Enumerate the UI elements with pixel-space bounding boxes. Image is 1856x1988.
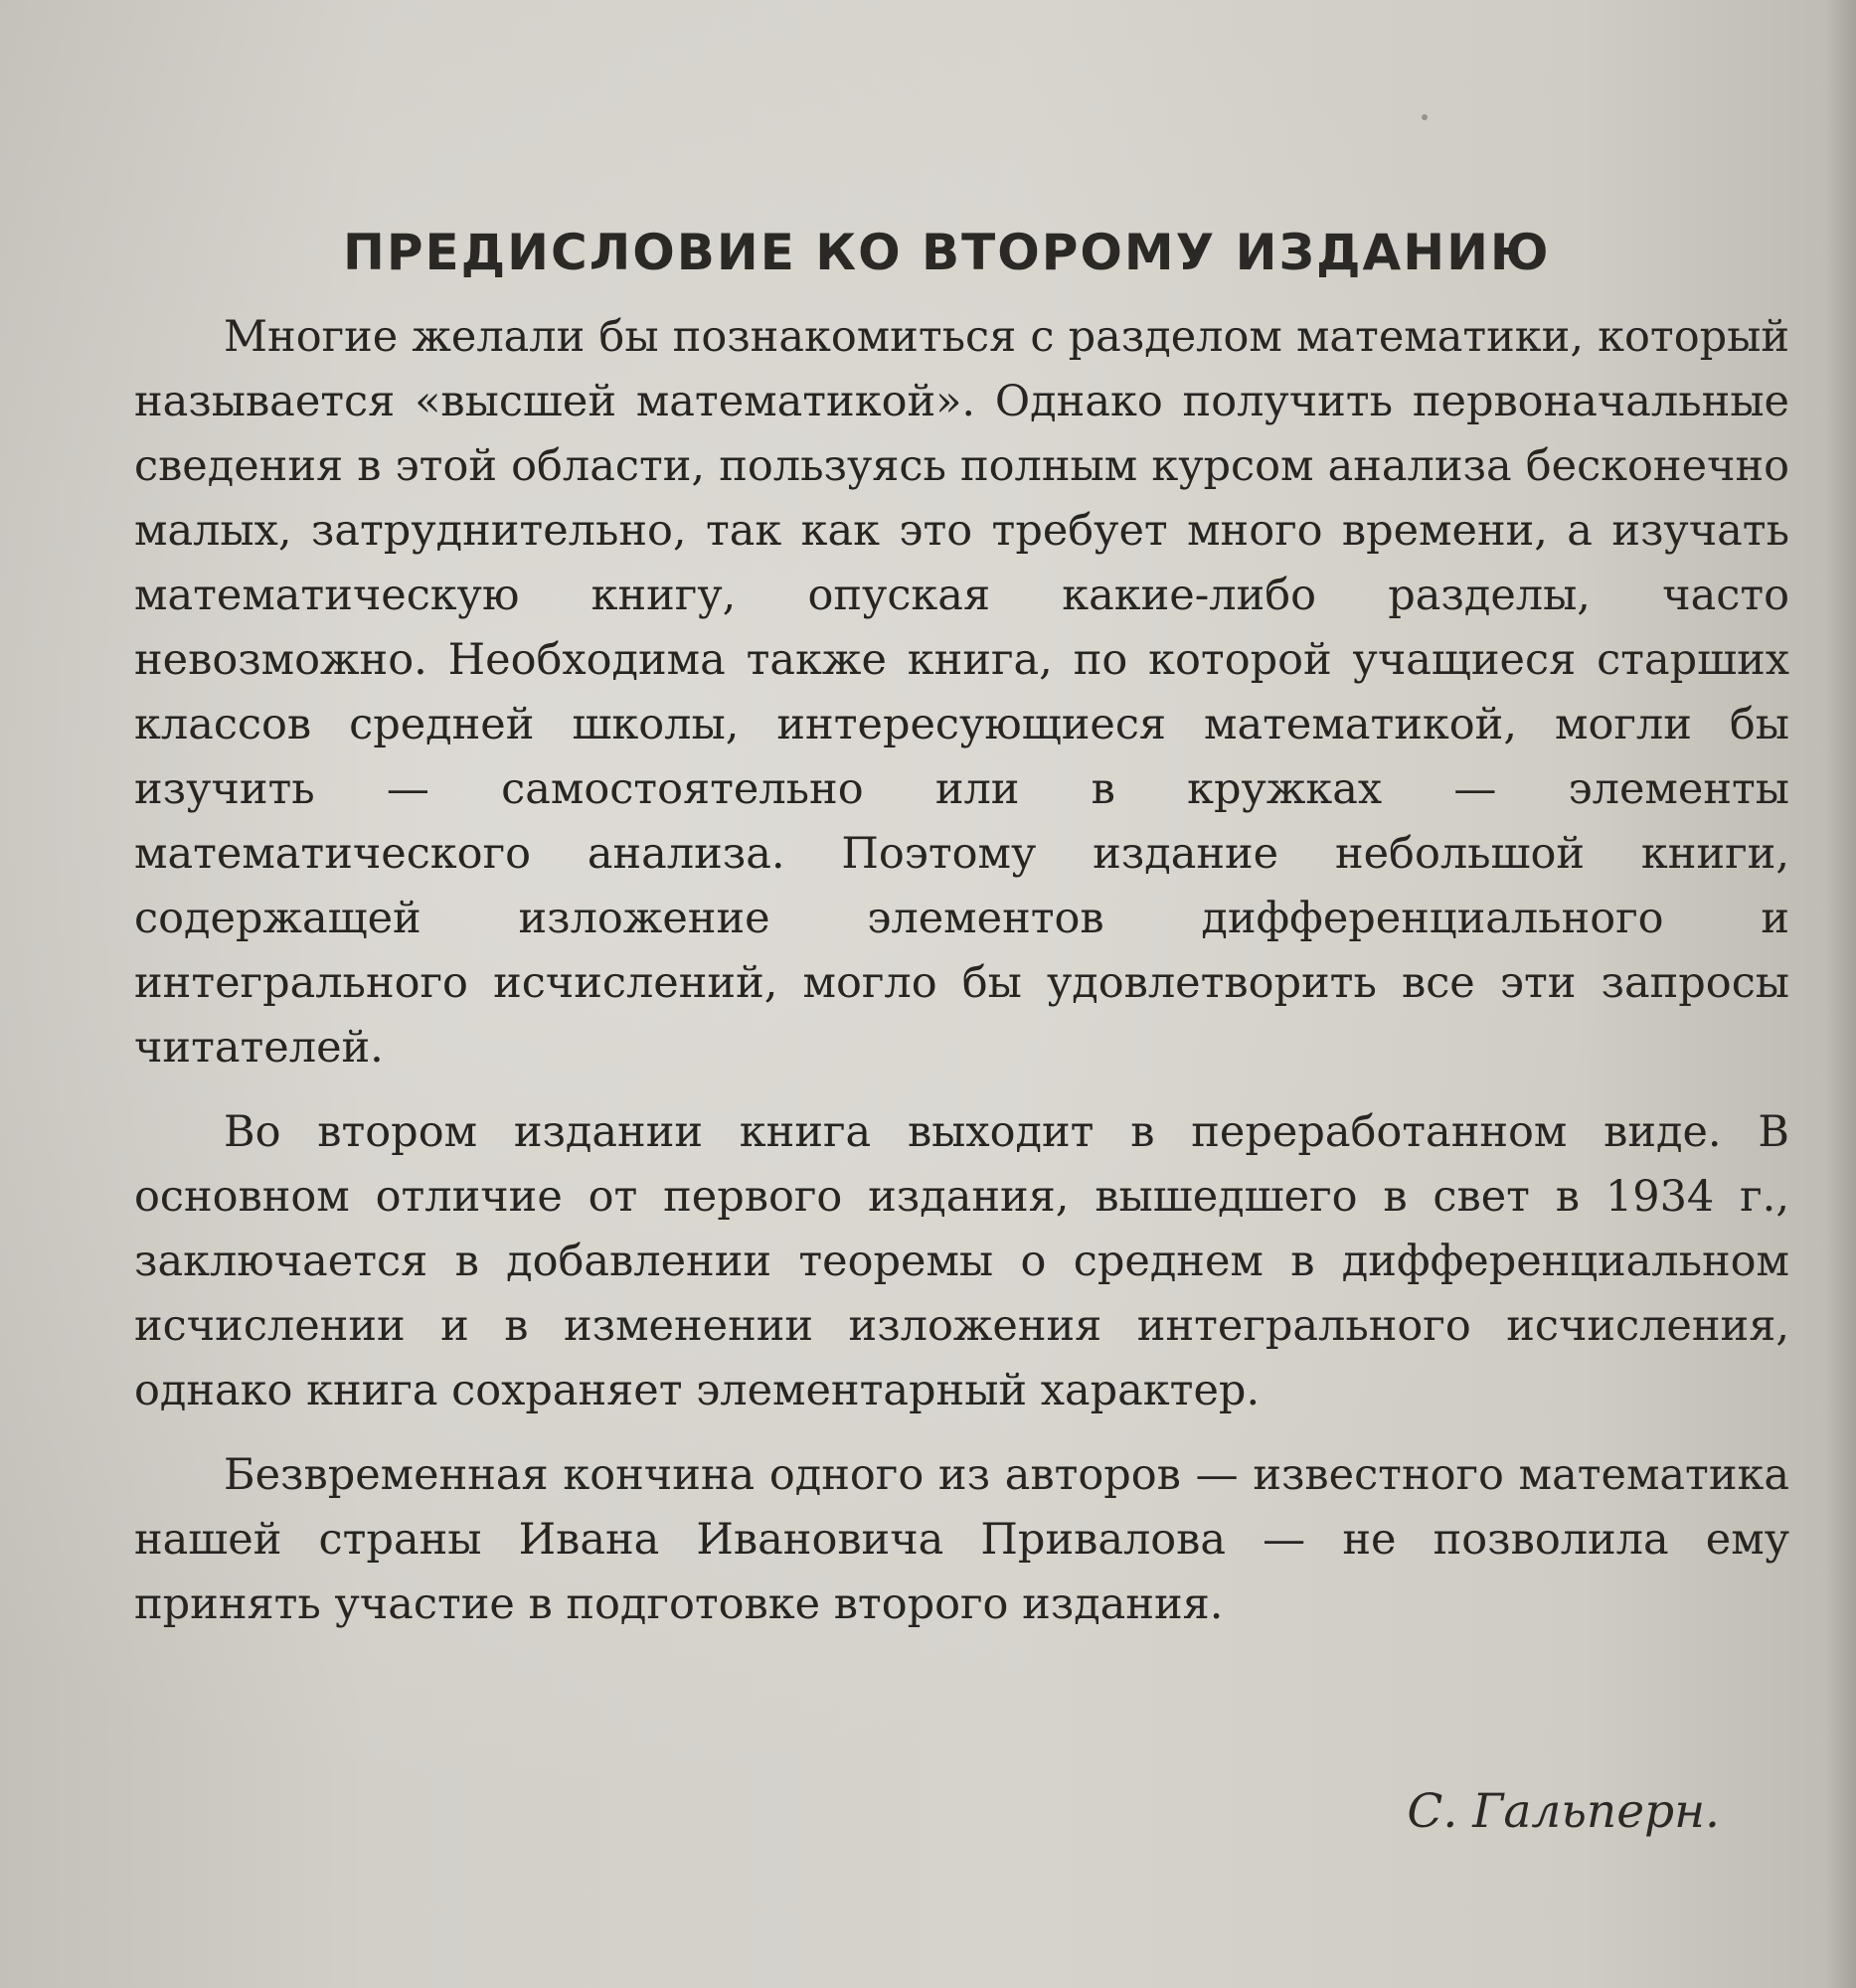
- preface-text: [134, 224, 1789, 1657]
- author-signature: С. Гальперн.: [1407, 1784, 1720, 1839]
- paper-speck: [1422, 114, 1428, 120]
- paragraph-3: Безвременная кончина одного из авторов — известного математика нашей страны Ивана Ивановича Привалова — не позволила ему принять участие в подготовке второго издания.: [134, 1450, 1789, 1629]
- preface-title: ПРЕДИСЛОВИЕ КО ВТОРОМУ ИЗДАНИЮ: [343, 224, 1551, 281]
- page-edge-shadow: [1826, 0, 1856, 1988]
- paragraph-2: Во втором издании книга выходит в переработанном виде. В основном отличие от первого издания, вышедшего в свет в 1934 г., заключается в добавлении теоремы о среднем в дифференциальном исчислении и в изменении изложения интегрального исчисления, однако книга сохраняет элементарный характер.: [134, 1107, 1789, 1415]
- paragraph-1: Многие желали бы познакомиться с разделом математики, который называется «высшей математикой». Однако получить первоначальные сведения в этой области, пользуясь полным курсом анализа бесконечно малых, затруднительно, так как это требует много времени, а изучать математическую книгу, опуская какие-либо разделы, часто невозможно. Необходима также книга, по которой учащиеся старших классов средней школы, интересующиеся математикой, могли бы изучить — самостоятельно или в кружках — элементы математического анализа. Поэтому издание небольшой книги, содержащей изложение элементов дифференциального и интегрального исчислений, могло бы удовлетворить все эти запросы читателей.: [134, 312, 1789, 1073]
